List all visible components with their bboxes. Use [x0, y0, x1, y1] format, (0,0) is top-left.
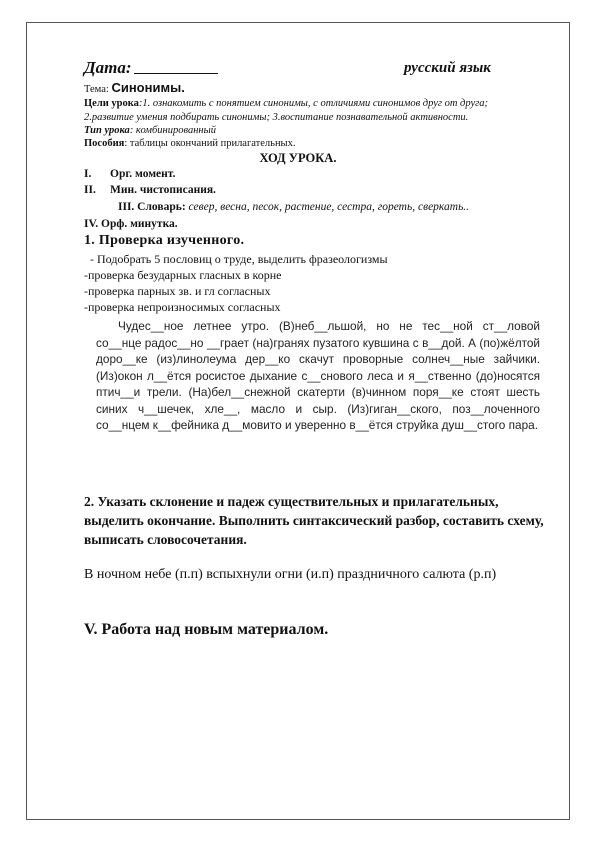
lesson-course-heading: ХОД УРОКА. — [259, 151, 337, 165]
exercise-text: Чудес__ное летнее утро. (В)неб__льшой, но не тес__ной ст__ловой со__нце радос__но __грает (на)гранях пузатого кувшина с в__дой. А (по)жёлтой доро__ке (из)линолеума дер__ко скачут проворные солнеч__ные зайчики. (Из)окон л__ётся росистое дыхание с__снового леса и я__ственно (до)носятся птич__и трели. (На)бел__снежной скатерти (в)чинном поря__ке стоят шесть синих ч__шечек, хле__, масло и сыр. (Из)гиган__ского, поз__лоченного со__нцем к__фейника д__мовито и уверенно в__ётся струйка душ__стого пара. — [96, 319, 540, 432]
vocabulary-words: север, весна, песок, растение, сестра, гореть, сверкать.. — [188, 201, 470, 213]
subject-title: русский язык — [404, 60, 491, 76]
aids-value: : таблицы окончаний прилагательных. — [124, 138, 296, 149]
section-vocabulary — [118, 201, 469, 213]
date-blank — [134, 59, 218, 74]
task-2-example-sentence: В ночном небе (п.п) вспыхнули огни (и.п) праздничного салюта (р.п) — [84, 567, 497, 582]
lesson-type-value: : комбинированный — [129, 125, 217, 136]
date-label: Дата: — [84, 58, 132, 77]
date-line — [84, 58, 218, 78]
theme-label: Тема: — [84, 84, 112, 95]
goals-text-1: :1. ознакомить с понятием синонимы, с отличиями синонимов друг от друга; — [138, 98, 488, 109]
review-title: 1. Проверка изученного. — [84, 233, 245, 248]
theme-line — [84, 80, 185, 95]
goals-line-2: 2.развитие умения подбирать синонимы; 3.воспитание познавательной активности. — [84, 112, 469, 123]
review-item-unstressed-vowels: -проверка безударных гласных в корне — [84, 268, 282, 282]
section-number: II. — [84, 184, 96, 196]
aids-line — [84, 138, 296, 149]
lesson-type-label: Тип урока — [84, 125, 130, 136]
review-item-silent-consonants: -проверка непроизносимых согласных — [84, 300, 281, 314]
review-item-paired-consonants: -проверка парных зв. и гл согласных — [84, 284, 271, 298]
goals-line-1 — [84, 98, 488, 109]
section-number: I. — [84, 168, 92, 180]
section-new-material: V. Работа над новым материалом. — [84, 621, 329, 638]
lesson-type-line — [84, 125, 216, 136]
aids-label: Пособия — [84, 138, 125, 149]
section-penmanship — [84, 184, 216, 196]
section-title: Мин. чистописания. — [110, 184, 216, 196]
section-title: Орг. момент. — [110, 168, 176, 180]
goals-label: Цели урока — [84, 98, 139, 109]
section-spelling-minute: IV. Орф. минутка. — [84, 218, 178, 230]
review-item-proverbs: - Подобрать 5 пословиц о труде, выделить фразеологизмы — [90, 252, 388, 266]
vocabulary-label: III. Словарь: — [118, 201, 189, 213]
task-2-instruction: 2. Указать склонение и падеж существительных и прилагательных, выделить окончание. Выполнить синтаксический разбор, составить схему, выписать словосочетания. — [84, 494, 544, 547]
exercise-text-block — [96, 318, 540, 434]
section-org-moment — [84, 168, 175, 180]
theme-value: Синонимы. — [111, 80, 185, 95]
